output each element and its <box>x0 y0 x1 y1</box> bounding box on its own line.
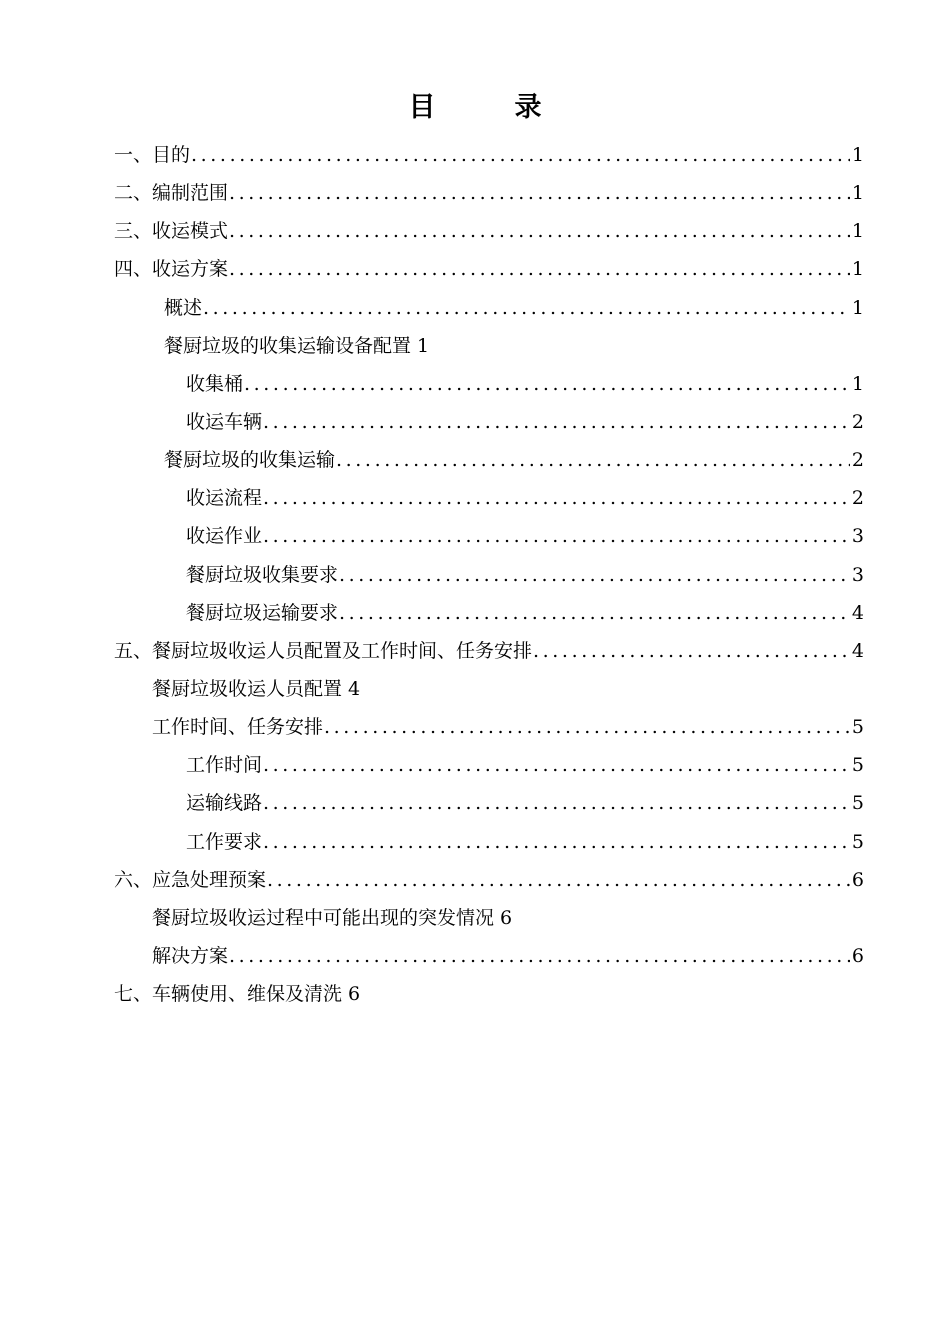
toc-list <box>0 136 950 1013</box>
toc-entry[interactable] <box>164 441 864 479</box>
toc-entry[interactable] <box>114 250 864 288</box>
toc-entry[interactable] <box>152 937 864 975</box>
toc-entry-page-number: 4 <box>348 677 361 700</box>
toc-entry-text: 餐厨垃圾的收集运输 <box>164 449 336 472</box>
toc-entry-text: 解决方案 <box>152 944 229 967</box>
toc-dot-leader <box>191 136 850 174</box>
toc-title: 目 录 <box>408 92 568 123</box>
toc-entry-text: 收运车辆 <box>186 410 263 433</box>
toc-entry-text: 餐厨垃圾收运过程中可能出现的突发情况 <box>152 906 495 929</box>
toc-entry[interactable] <box>152 670 864 708</box>
toc-entry[interactable] <box>114 975 864 1013</box>
toc-dot-leader <box>263 784 850 822</box>
toc-entry-page-number: 2 <box>851 449 864 472</box>
toc-dot-leader <box>339 594 850 632</box>
toc-entry-page-number: 4 <box>851 639 864 662</box>
toc-entry-page-number: 2 <box>851 487 864 510</box>
toc-entry-page-number: 5 <box>851 792 864 815</box>
toc-entry[interactable] <box>114 632 864 670</box>
toc-dot-leader <box>229 212 850 250</box>
toc-entry-text: 概述 <box>164 296 203 319</box>
toc-dot-leader <box>229 174 850 212</box>
toc-entry-text: 收运作业 <box>186 525 263 548</box>
toc-dot-leader <box>263 517 850 555</box>
toc-dot-leader <box>263 823 850 861</box>
toc-dot-leader <box>324 708 850 746</box>
toc-dot-leader <box>267 861 850 899</box>
toc-entry-page-number: 6 <box>348 983 361 1006</box>
toc-entry-page-number: 6 <box>500 906 513 929</box>
toc-dot-leader <box>229 937 850 975</box>
toc-dot-leader <box>244 365 850 403</box>
toc-dot-leader <box>263 403 850 441</box>
toc-entry-text: 一、目的 <box>114 144 191 166</box>
toc-entry[interactable] <box>186 479 864 517</box>
toc-entry-page-number: 5 <box>851 716 864 739</box>
toc-entry-page-number: 1 <box>851 144 864 166</box>
toc-entry-page-number: 3 <box>851 563 864 586</box>
toc-entry-page-number: 1 <box>851 182 864 205</box>
toc-entry-page-number: 6 <box>851 868 864 891</box>
toc-entry[interactable] <box>114 861 864 899</box>
toc-entry-text: 餐厨垃圾收运人员配置 <box>152 677 343 700</box>
toc-entry[interactable] <box>186 594 864 632</box>
toc-entry[interactable] <box>164 327 864 365</box>
toc-entry-text: 三、收运模式 <box>114 220 229 243</box>
toc-entry[interactable] <box>186 365 864 403</box>
toc-entry-text: 二、编制范围 <box>114 182 229 205</box>
toc-dot-leader <box>336 441 850 479</box>
toc-dot-leader <box>263 479 850 517</box>
toc-entry-text: 工作时间 <box>186 754 263 777</box>
toc-entry-text: 六、应急处理预案 <box>114 868 267 891</box>
toc-entry[interactable] <box>114 174 864 212</box>
toc-entry-text: 餐厨垃圾的收集运输设备配置 <box>164 334 412 357</box>
toc-entry[interactable] <box>164 289 864 327</box>
toc-entry[interactable] <box>114 136 864 174</box>
toc-entry-text: 餐厨垃圾收集要求 <box>186 563 339 586</box>
toc-dot-leader <box>229 250 850 288</box>
toc-entry[interactable] <box>186 556 864 594</box>
toc-entry-page-number: 3 <box>851 525 864 548</box>
toc-entry-page-number: 6 <box>851 944 864 967</box>
toc-entry-text: 收集桶 <box>186 372 244 395</box>
toc-dot-leader <box>533 632 850 670</box>
toc-entry-page-number: 4 <box>851 601 864 624</box>
toc-entry-text: 工作时间、任务安排 <box>152 716 324 739</box>
toc-entry[interactable] <box>186 823 864 861</box>
toc-entry-page-number: 1 <box>851 296 864 319</box>
toc-entry-text: 四、收运方案 <box>114 258 229 281</box>
toc-entry[interactable] <box>114 212 864 250</box>
toc-entry-page-number: 1 <box>851 258 864 281</box>
toc-entry-page-number: 5 <box>851 754 864 777</box>
toc-entry-text: 收运流程 <box>186 487 263 510</box>
toc-dot-leader <box>339 556 850 594</box>
toc-entry-text: 五、餐厨垃圾收运人员配置及工作时间、任务安排 <box>114 639 533 662</box>
toc-entry-text: 七、车辆使用、维保及清洗 <box>114 983 343 1006</box>
toc-entry-page-number: 5 <box>851 830 864 853</box>
toc-entry[interactable] <box>152 899 864 937</box>
toc-entry-page-number: 1 <box>851 372 864 395</box>
toc-dot-leader <box>203 289 850 327</box>
toc-dot-leader <box>263 746 850 784</box>
toc-entry[interactable] <box>186 784 864 822</box>
toc-entry-text: 工作要求 <box>186 830 263 853</box>
toc-entry[interactable] <box>186 403 864 441</box>
toc-entry-text: 运输线路 <box>186 792 263 815</box>
toc-entry-page-number: 1 <box>851 220 864 243</box>
toc-entry-text: 餐厨垃圾运输要求 <box>186 601 339 624</box>
toc-entry[interactable] <box>152 708 864 746</box>
toc-entry[interactable] <box>186 746 864 784</box>
toc-entry-page-number: 1 <box>417 334 430 357</box>
toc-entry[interactable] <box>186 517 864 555</box>
toc-entry-page-number: 2 <box>851 410 864 433</box>
